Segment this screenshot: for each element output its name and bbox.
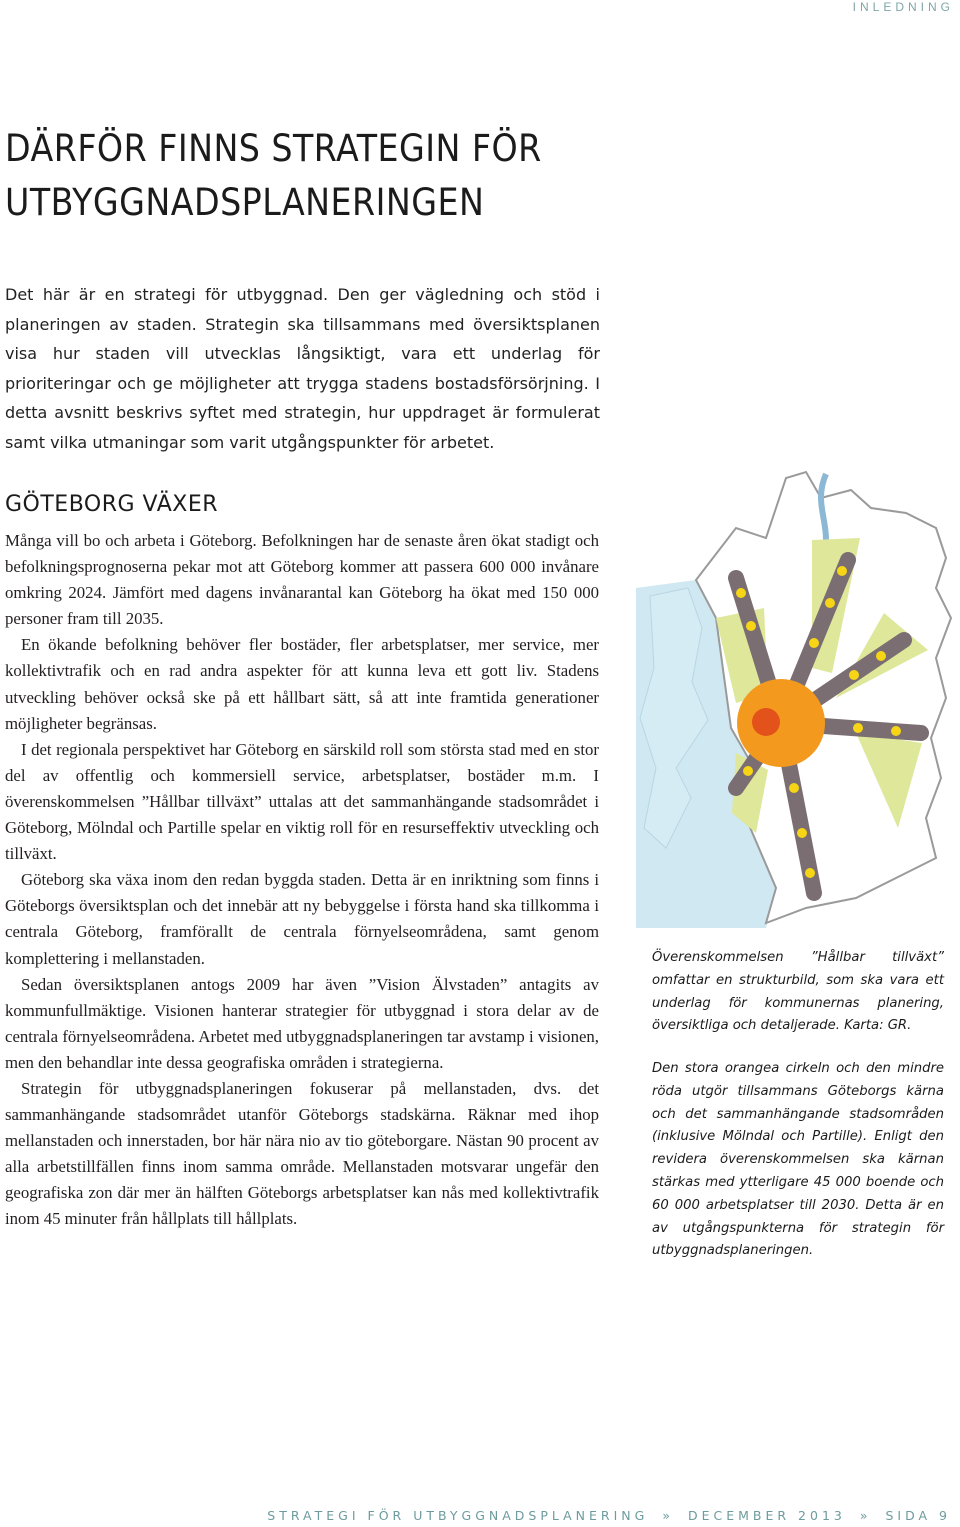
page-footer — [264, 1508, 954, 1523]
structure-map — [636, 468, 954, 928]
section-heading: GÖTEBORG VÄXER — [5, 492, 219, 517]
body-paragraph: Göteborg ska växa inom den redan byggda staden. Detta är en inriktning som finns i Göteborgs översiktsplan och det innebär att ny bebyggelse i första hand ska tillkomma i centrala Göteborg, framförallt de centrala förnyelseområdena, samt genom komplettering i mellanstaden. — [5, 870, 599, 968]
footer-separator: » — [859, 1508, 872, 1523]
map-caption: Överenskommelsen ”Hållbar tillväxt” omfattar en strukturbild, som ska vara ett underlag för kommunernas planering, översiktliga och detaljerade. Karta: GR. — [652, 950, 944, 1034]
footer-separator: » — [662, 1508, 674, 1523]
running-head: INLEDNING — [852, 0, 954, 14]
body-paragraph: En ökande befolkning behöver fler bostäder, fler arbetsplatser, mer service, mer kollektivtrafik och en rad andra aspekter för att kunna leva ett gott liv. Stadens utveckling behöver också ske på ett hållbart sätt, så att inte framtida generationer möjligheter begränsas. — [5, 635, 599, 733]
body-paragraph: Strategin för utbyggnadsplaneringen fokuserar på mellanstaden, dvs. det sammanhängande stadsområdet utanför Göteborgs stadskärna. Räknar med ihop mellanstaden och innerstaden, bor här nära nio av tio göteborgare. Nästan 90 procent av alla arbetstillfällen finns inom samma område. Mellanstaden motsvarar ungefär den geografiska zon där mer än hälften Göteborgs arbetsplatser kan nås med kollektivtrafik inom 45 minuter från hållplats till hållplats. — [5, 1078, 599, 1229]
page-title: DÄRFÖR FINNS STRATEGIN FÖR UTBYGGNADSPLANERINGEN — [5, 127, 542, 224]
body-paragraph: Många vill bo och arbeta i Göteborg. Befolkningen har de senaste åren ökat stadigt och befolkningsprognoserna pekar mot att Göteborg kommer att passera 600 000 invånare omkring 2024. Jämfört med dagens invånarantal kan Göteborg ha ökat med 150 000 personer fram till 2035. — [5, 531, 599, 629]
core-outer-circle — [737, 679, 825, 767]
footer-document: STRATEGI FÖR UTBYGGNADSPLANERING — [267, 1508, 649, 1523]
body-paragraph: Sedan översiktsplanen antogs 2009 har även ”Vision Älvstaden” antagits av kommunfullmäktige. Visionen hanterar strategier för utbyggnad i stora delar av de centrala förnyelseområdena. Arbetet med utbyggnadsplaneringen tar avstamp i visionen, men den behandlar inte dessa geografiska områden i strategierna. — [5, 974, 599, 1072]
map-caption-detail: Den stora orangea cirkeln och den mindre röda utgör tillsammans Göteborgs kärna och det sammanhängande stadsområden (inklusive Mölndal och Partille). Enligt den revidera överenskommelsen ska kärnan stärkas med ytterligare 45 000 boende och 60 000 arbetsplatser till 2030. Detta är en av utgångspunkterna för strategin för utbyggnadsplaneringen. — [652, 1061, 944, 1259]
core-inner-circle — [752, 708, 780, 736]
body-paragraph: I det regionala perspektivet har Göteborg en särskild roll som största stad med en stor del av offentlig och kommersiell service, arbetsplatser, bostäder m.m. I överenskommelsen ”Hållbar tillväxt” uttalas att det sammanhängande stadsområdet i Göteborg, Mölndal och Partille spelar en viktig roll för en resurseffektiv utveckling och tillväxt. — [5, 739, 599, 864]
page-number: SIDA 9 — [885, 1508, 951, 1523]
body-text — [5, 528, 599, 1233]
footer-date: DECEMBER 2013 — [687, 1508, 846, 1523]
lead-paragraph: Det här är en strategi för utbyggnad. Den ger vägledning och stöd i planeringen av staden. Strategin ska tillsammans med översiktsplanen visa hur staden vill utvecklas långsiktigt, vara ett underlag för prioriteringar och ge möjligheter att trygga stadens bostadsförsörjning. I detta avsnitt beskrivs syftet med strategin, hur uppdraget är formulerat samt vilka utmaningar som varit utgångspunkter för arbetet. — [5, 285, 600, 452]
